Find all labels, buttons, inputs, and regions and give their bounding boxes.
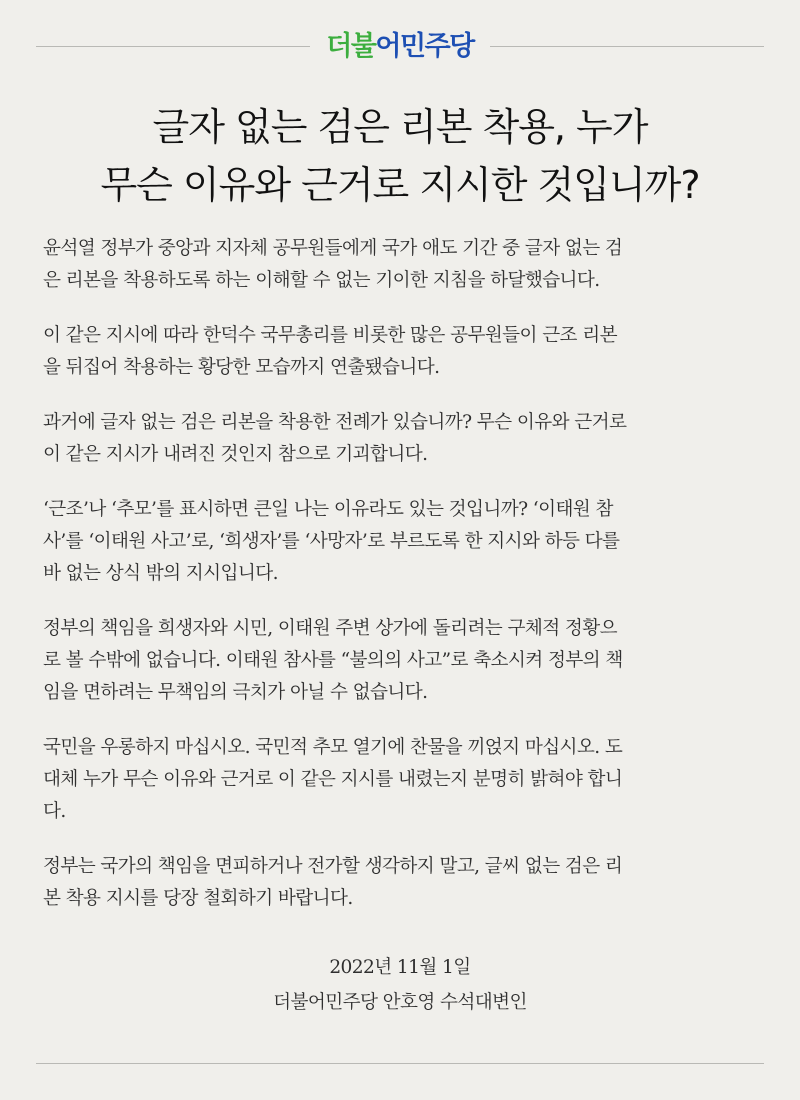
statement-date: 2022년 11월 1일 — [329, 957, 471, 978]
body-paragraph — [43, 494, 758, 590]
signoff — [0, 950, 800, 1020]
body-paragraph — [43, 613, 758, 709]
paragraph-line: 윤석열 정부가 중앙과 지자체 공무원들에게 국가 애도 기간 중 글자 없는 검 — [43, 238, 623, 259]
paragraph-line: 을 뒤집어 착용하는 황당한 모습까지 연출됐습니다. — [43, 357, 440, 378]
header — [36, 22, 764, 70]
body-paragraph — [43, 732, 758, 828]
paragraph-line: 은 리본을 착용하도록 하는 이해할 수 없는 기이한 지침을 하달했습니다. — [43, 270, 600, 291]
paragraph-line: 이 같은 지시가 내려진 것인지 참으로 기괴합니다. — [43, 444, 428, 465]
body-paragraph — [43, 407, 758, 471]
statement-title — [30, 98, 770, 214]
party-logo — [310, 30, 490, 62]
footer-rule — [36, 1063, 764, 1064]
paragraph-line: ‘근조’나 ‘추모’를 표시하면 큰일 나는 이유라도 있는 것입니까? ‘이태원 참 — [43, 499, 613, 520]
paragraph-line: 정부의 책임을 희생자와 시민, 이태원 주변 상가에 돌리려는 구체적 정황으 — [43, 618, 617, 639]
paragraph-line: 바 없는 상식 밖의 지시입니다. — [43, 563, 278, 584]
paragraph-line: 사’를 ‘이태원 사고’로, ‘희생자’를 ‘사망자’로 부르도록 한 지시와 하등 다를 — [43, 531, 620, 552]
paragraph-line: 대체 누가 무슨 이유와 근거로 이 같은 지시를 내렸는지 분명히 밝혀야 합니 — [43, 769, 623, 790]
statement-body — [43, 233, 758, 938]
header-rule-left — [36, 46, 310, 47]
logo-text-blue: 어민주당 — [375, 30, 474, 62]
paragraph-line: 국민을 우롱하지 마십시오. 국민적 추모 열기에 찬물을 끼얹지 마십시오. 도 — [43, 737, 623, 758]
paragraph-line: 본 착용 지시를 당장 철회하기 바랍니다. — [43, 888, 353, 909]
title-line-2: 무슨 이유와 근거로 지시한 것입니까? — [100, 163, 700, 207]
body-paragraph — [43, 233, 758, 297]
statement-author: 더불어민주당 안호영 수석대변인 — [273, 992, 527, 1013]
paragraph-line: 과거에 글자 없는 검은 리본을 착용한 전례가 있습니까? 무슨 이유와 근거로 — [43, 412, 627, 433]
body-paragraph — [43, 320, 758, 384]
paragraph-line: 임을 면하려는 무책임의 극치가 아닐 수 없습니다. — [43, 682, 428, 703]
paragraph-line: 정부는 국가의 책임을 면피하거나 전가할 생각하지 말고, 글씨 없는 검은 리 — [43, 856, 623, 877]
paragraph-line: 다. — [43, 801, 66, 822]
logo-text-green: 더불 — [326, 30, 376, 62]
title-line-1: 글자 없는 검은 리본 착용, 누가 — [152, 105, 648, 149]
body-paragraph — [43, 851, 758, 915]
paragraph-line: 이 같은 지시에 따라 한덕수 국무총리를 비롯한 많은 공무원들이 근조 리본 — [43, 325, 617, 346]
header-rule-right — [490, 46, 764, 47]
paragraph-line: 로 볼 수밖에 없습니다. 이태원 참사를 “불의의 사고”로 축소시켜 정부의 책 — [43, 650, 623, 671]
